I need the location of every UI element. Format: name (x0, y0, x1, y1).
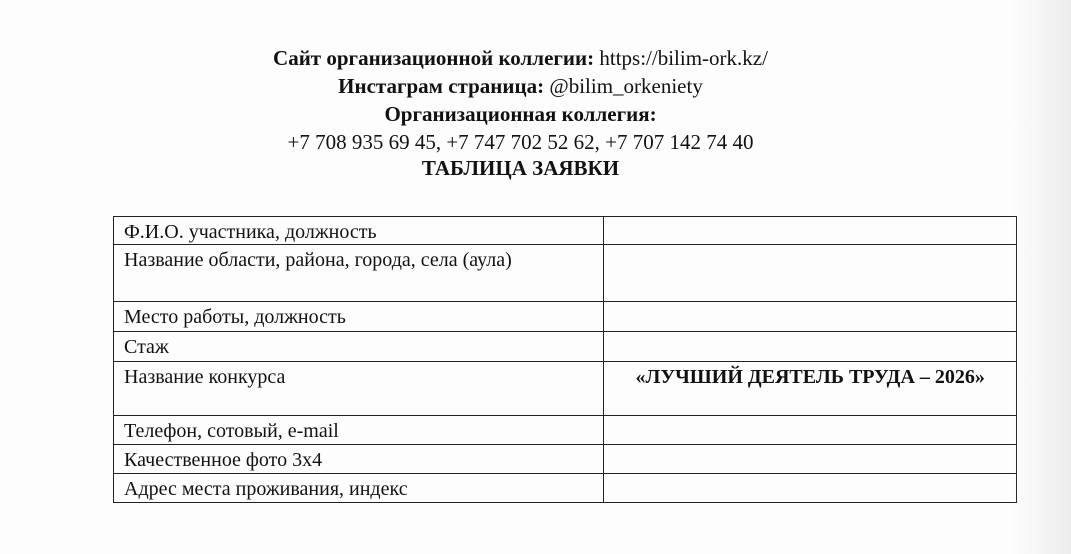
row-value-fio[interactable] (604, 217, 1017, 245)
org-label: Организационная коллегия: (384, 102, 657, 126)
table-row (114, 245, 1017, 302)
site-url[interactable]: https://bilim-ork.kz/ (599, 46, 768, 70)
row-value-photo[interactable] (604, 445, 1017, 474)
document-header (0, 44, 1041, 181)
row-value-workplace[interactable] (604, 302, 1017, 332)
application-table (113, 216, 1017, 503)
table-title: ТАБЛИЦА ЗАЯВКИ (421, 156, 620, 180)
row-label-contest: Название конкурса (114, 362, 604, 416)
row-label-workplace: Место работы, должность (114, 302, 604, 332)
table-row (114, 362, 1017, 416)
instagram-label: Инстаграм страница: (338, 74, 545, 98)
instagram-line (0, 72, 1041, 100)
row-label-address: Адрес места проживания, индекс (114, 474, 604, 503)
edge-shadow (1011, 0, 1071, 554)
row-label-experience: Стаж (114, 332, 604, 362)
table-row (114, 474, 1017, 503)
site-label: Сайт организационной коллегии: (273, 46, 595, 70)
table-row (114, 416, 1017, 445)
row-label-region: Название области, района, города, села (аула) (114, 245, 604, 302)
instagram-handle[interactable]: @bilim_orkeniety (549, 74, 703, 98)
row-value-region[interactable] (604, 245, 1017, 302)
row-value-contacts[interactable] (604, 416, 1017, 445)
row-label-contacts: Телефон, сотовый, e-mail (114, 416, 604, 445)
site-line (0, 44, 1041, 72)
table-row (114, 217, 1017, 245)
row-value-contest: «ЛУЧШИЙ ДЕЯТЕЛЬ ТРУДА – 2026» (604, 362, 1017, 416)
row-label-photo: Качественное фото 3х4 (114, 445, 604, 474)
table-row (114, 302, 1017, 332)
org-phones: +7 708 935 69 45, +7 747 702 52 62, +7 707 142 74 40 (287, 130, 754, 154)
row-label-fio: Ф.И.О. участника, должность (114, 217, 604, 245)
row-value-experience[interactable] (604, 332, 1017, 362)
row-value-address[interactable] (604, 474, 1017, 503)
table-row (114, 332, 1017, 362)
table-row (114, 445, 1017, 474)
